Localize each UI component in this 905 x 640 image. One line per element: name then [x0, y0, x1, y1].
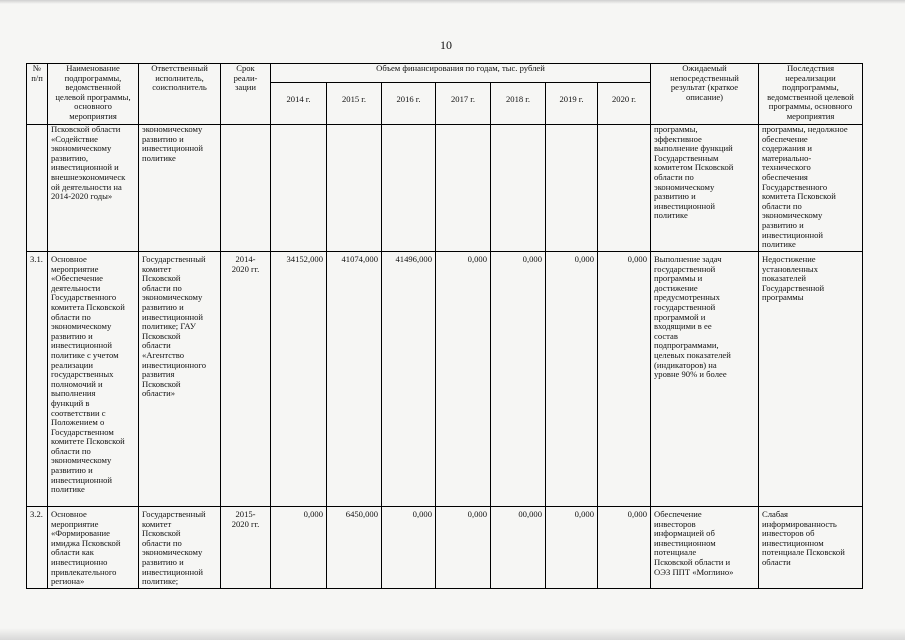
cell-value — [436, 125, 491, 252]
header-year: 2017 г. — [436, 83, 491, 125]
cell-term — [221, 125, 271, 252]
header-year: 2018 г. — [491, 83, 546, 125]
cell-executor: Государственный комитет Псковской области по экономическому развитию и инвестиционной политике; ГАУ Псковской области «Агентство инвестиционного развития Псковской области» — [139, 252, 221, 507]
header-executor: Ответственный исполнитель, соисполнитель — [139, 64, 221, 125]
header-year: 2019 г. — [546, 83, 598, 125]
cell-value — [271, 125, 327, 252]
cell-value — [327, 125, 382, 252]
cell-num: 3.1. — [27, 252, 48, 507]
header-year: 2015 г. — [327, 83, 382, 125]
cell-result: программы, эффективное выполнение функций Государственным комитетом Псковской области по экономическому развитию и инвестиционной политике — [651, 125, 759, 252]
scan-edge-top — [0, 0, 905, 4]
header-row-top — [27, 64, 863, 83]
cell-value — [491, 125, 546, 252]
cell-value-2015: 6450,000 — [327, 507, 382, 589]
cell-value-2019: 0,000 — [546, 252, 598, 507]
header-term: Срок реали- зации — [221, 64, 271, 125]
cell-value — [598, 125, 651, 252]
cell-value-2020: 0,000 — [598, 507, 651, 589]
cell-term: 2014- 2020 гг. — [221, 252, 271, 507]
cell-result: Выполнение задач государственной программы и достижение предусмотренных государственной программой и входящими в ее состав подпрограммами, целевых показателей (индикаторов) на уровне 90% и более — [651, 252, 759, 507]
cell-executor: Государственный комитет Псковской области по экономическому развитию и инвестиционной политике; — [139, 507, 221, 589]
cell-name: Основное мероприятие «Формирование имиджа Псковской области как инвестиционно привлекательного региона» — [48, 507, 139, 589]
table-row-continuation — [27, 125, 863, 252]
cell-consequences: Слабая информированность инвесторов об инвестиционном потенциале Псковской области — [759, 507, 863, 589]
header-name: Наименование подпрограммы, ведомственной целевой программы, основного мероприятия — [48, 64, 139, 125]
cell-value-2017: 0,000 — [436, 252, 491, 507]
cell-consequences: Недостижение установленных показателей Государственной программы — [759, 252, 863, 507]
cell-consequences: программы, недолжное обеспечение содержания и материально- технического обеспечения Государственного комитета Псковской области по экономическому развитию и инвестиционной политике — [759, 125, 863, 252]
cell-num: 3.2. — [27, 507, 48, 589]
cell-value-2014: 0,000 — [271, 507, 327, 589]
cell-value-2016: 41496,000 — [382, 252, 436, 507]
header-result: Ожидаемый непосредственный результат (краткое описание) — [651, 64, 759, 125]
cell-value-2014: 34152,000 — [271, 252, 327, 507]
page-number: 10 — [440, 38, 452, 52]
cell-name: Основное мероприятие «Обеспечение деятельности Государственного комитета Псковской области по экономическому развитию и инвестиционной политике с учетом реализации государственных полномочий и выполнения функций в соответствии с Положением о Государственном комитете Псковской области по экономическому развитию и инвестиционной политике — [48, 252, 139, 507]
scan-edge-bottom — [0, 628, 905, 640]
cell-term: 2015- 2020 гг. — [221, 507, 271, 589]
cell-value-2018: 0,000 — [491, 252, 546, 507]
header-year: 2016 г. — [382, 83, 436, 125]
cell-value — [546, 125, 598, 252]
header-consequences: Последствия нереализации подпрограммы, ведомственной целевой программы, основного мероприятия — [759, 64, 863, 125]
cell-value-2016: 0,000 — [382, 507, 436, 589]
table-row-3-1 — [27, 252, 863, 507]
cell-name: Псковской области «Содействие экономическому развитию, инвестиционной и внешнеэкономическ ой деятельности на 2014-2020 годы» — [48, 125, 139, 252]
cell-value-2020: 0,000 — [598, 252, 651, 507]
header-num: № п/п — [27, 64, 48, 125]
cell-result: Обеспечение инвесторов информацией об инвестиционном потенциале Псковской области и ОЭЗ ППТ «Моглино» — [651, 507, 759, 589]
cell-value-2019: 0,000 — [546, 507, 598, 589]
header-funding: Объем финансирования по годам, тыс. рублей — [271, 64, 651, 83]
header-year: 2014 г. — [271, 83, 327, 125]
cell-value-2018: 00,000 — [491, 507, 546, 589]
cell-value — [382, 125, 436, 252]
header-year: 2020 г. — [598, 83, 651, 125]
program-table — [26, 63, 863, 589]
cell-value-2015: 41074,000 — [327, 252, 382, 507]
table-row-3-2 — [27, 507, 863, 589]
cell-value-2017: 0,000 — [436, 507, 491, 589]
cell-executor: экономическому развитию и инвестиционной политике — [139, 125, 221, 252]
cell-num — [27, 125, 48, 252]
